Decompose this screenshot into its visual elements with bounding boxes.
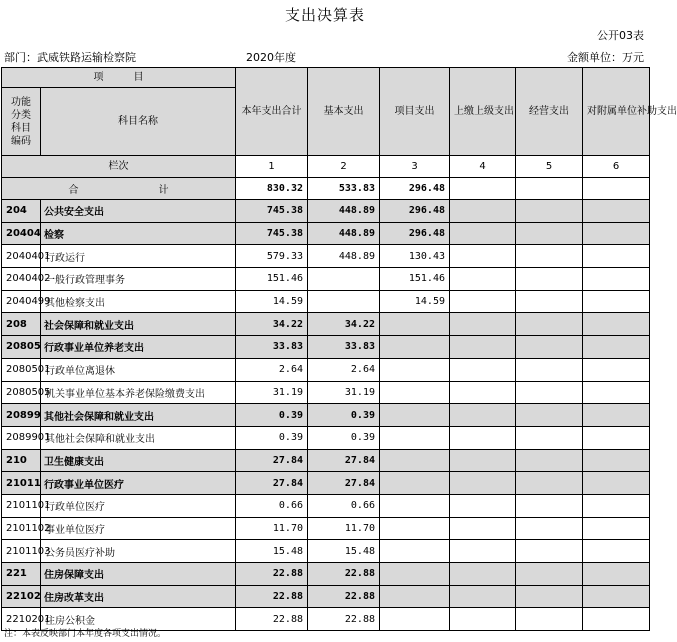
row-value-5	[516, 585, 583, 608]
table-row	[2, 200, 650, 223]
total-value-5	[516, 178, 583, 200]
row-value-6	[583, 358, 650, 381]
row-value-2	[308, 268, 380, 291]
row-subject-name: 住房公积金	[41, 608, 236, 631]
row-subject-name: 行政单位医疗	[41, 494, 236, 517]
footnote: 注：本表反映部门本年度各项支出情况。	[4, 629, 167, 639]
row-code: 2101103	[2, 540, 41, 563]
row-subject-name: 公务员医疗补助	[41, 540, 236, 563]
header-item: 项 目	[2, 68, 236, 88]
table-row	[2, 222, 650, 245]
row-value-6	[583, 608, 650, 631]
row-value-1: 745.38	[236, 200, 308, 223]
row-value-1: 11.70	[236, 517, 308, 540]
row-value-2: 27.84	[308, 472, 380, 495]
row-value-5	[516, 608, 583, 631]
row-value-4	[450, 222, 516, 245]
row-code: 20404	[2, 222, 41, 245]
total-row	[2, 178, 650, 200]
row-value-4	[450, 358, 516, 381]
total-label	[2, 178, 236, 200]
row-value-2: 0.39	[308, 426, 380, 449]
row-value-3	[380, 540, 450, 563]
row-value-2: 0.66	[308, 494, 380, 517]
row-value-5	[516, 381, 583, 404]
row-value-6	[583, 381, 650, 404]
row-value-2: 15.48	[308, 540, 380, 563]
row-value-3: 296.48	[380, 200, 450, 223]
row-value-4	[450, 563, 516, 586]
row-value-4	[450, 381, 516, 404]
row-value-5	[516, 222, 583, 245]
row-value-4	[450, 585, 516, 608]
row-value-1: 33.83	[236, 336, 308, 359]
row-code: 20805	[2, 336, 41, 359]
header-row-item	[2, 68, 650, 88]
table-row	[2, 540, 650, 563]
row-value-3	[380, 381, 450, 404]
row-value-2: 34.22	[308, 313, 380, 336]
row-value-4	[450, 404, 516, 427]
row-code: 210	[2, 449, 41, 472]
row-value-6	[583, 563, 650, 586]
department-label: 部门：武威铁路运输检察院	[4, 51, 136, 64]
row-value-5	[516, 404, 583, 427]
row-value-6	[583, 200, 650, 223]
row-value-4	[450, 449, 516, 472]
row-value-3	[380, 358, 450, 381]
row-value-3	[380, 313, 450, 336]
row-value-6	[583, 336, 650, 359]
row-code: 221	[2, 563, 41, 586]
row-code: 2101102	[2, 517, 41, 540]
total-label-b: 计	[158, 185, 169, 196]
row-value-2: 22.88	[308, 563, 380, 586]
row-value-6	[583, 222, 650, 245]
col-index-5: 5	[516, 156, 583, 178]
header-row-index	[2, 156, 650, 178]
row-code: 2101101	[2, 494, 41, 517]
row-value-5	[516, 313, 583, 336]
row-value-2: 0.39	[308, 404, 380, 427]
table-row	[2, 336, 650, 359]
row-value-1: 2.64	[236, 358, 308, 381]
row-value-4	[450, 290, 516, 313]
row-value-3	[380, 449, 450, 472]
row-value-3	[380, 404, 450, 427]
header-col-4: 上缴上级支出	[450, 68, 516, 156]
header-col-1: 本年支出合计	[236, 68, 308, 156]
row-value-2: 448.89	[308, 245, 380, 268]
header-col-5: 经营支出	[516, 68, 583, 156]
row-code: 2210201	[2, 608, 41, 631]
row-value-5	[516, 472, 583, 495]
row-subject-name: 社会保障和就业支出	[41, 313, 236, 336]
row-value-1: 151.46	[236, 268, 308, 291]
row-value-1: 0.39	[236, 404, 308, 427]
row-value-5	[516, 245, 583, 268]
page-title: 支出决算表	[284, 6, 365, 24]
row-value-1: 14.59	[236, 290, 308, 313]
row-value-2: 448.89	[308, 200, 380, 223]
col-index-4: 4	[450, 156, 516, 178]
row-value-3: 296.48	[380, 222, 450, 245]
row-value-3	[380, 608, 450, 631]
row-value-1: 0.66	[236, 494, 308, 517]
row-subject-name: 事业单位医疗	[41, 517, 236, 540]
col-index-2: 2	[308, 156, 380, 178]
row-value-6	[583, 268, 650, 291]
header-col-2: 基本支出	[308, 68, 380, 156]
row-value-3	[380, 563, 450, 586]
row-value-5	[516, 290, 583, 313]
row-value-2	[308, 290, 380, 313]
row-value-4	[450, 268, 516, 291]
row-subject-name: 行政单位离退休	[41, 358, 236, 381]
row-value-1: 34.22	[236, 313, 308, 336]
header-subject-name: 科目名称	[41, 88, 236, 156]
table-row	[2, 381, 650, 404]
row-value-1: 15.48	[236, 540, 308, 563]
row-value-3	[380, 517, 450, 540]
row-value-3	[380, 494, 450, 517]
row-value-1: 22.88	[236, 585, 308, 608]
row-subject-name: 卫生健康支出	[41, 449, 236, 472]
row-value-4	[450, 472, 516, 495]
form-number: 公开03表	[597, 29, 644, 42]
row-value-6	[583, 472, 650, 495]
row-value-1: 579.33	[236, 245, 308, 268]
row-value-6	[583, 517, 650, 540]
row-value-2: 33.83	[308, 336, 380, 359]
col-index-1: 1	[236, 156, 308, 178]
col-index-6: 6	[583, 156, 650, 178]
row-value-3: 14.59	[380, 290, 450, 313]
row-subject-name: 一般行政管理事务	[41, 268, 236, 291]
row-value-6	[583, 494, 650, 517]
row-value-5	[516, 268, 583, 291]
row-code: 2040402	[2, 268, 41, 291]
total-value-2: 533.83	[308, 178, 380, 200]
row-subject-name: 其他社会保障和就业支出	[41, 404, 236, 427]
header-col-3: 项目支出	[380, 68, 450, 156]
row-value-5	[516, 336, 583, 359]
row-value-5	[516, 358, 583, 381]
row-value-4	[450, 426, 516, 449]
row-code: 204	[2, 200, 41, 223]
row-value-5	[516, 563, 583, 586]
fiscal-year: 2020年度	[246, 51, 296, 64]
table-row	[2, 268, 650, 291]
total-label-a: 合	[68, 185, 79, 196]
header-col-6: 对附属单位补助支出	[583, 68, 650, 156]
row-subject-name: 住房改革支出	[41, 585, 236, 608]
row-value-3	[380, 472, 450, 495]
row-subject-name: 住房保障支出	[41, 563, 236, 586]
row-value-4	[450, 336, 516, 359]
row-value-5	[516, 426, 583, 449]
table-row	[2, 517, 650, 540]
row-subject-name: 机关事业单位基本养老保险缴费支出	[41, 381, 236, 404]
table-row	[2, 585, 650, 608]
total-value-4	[450, 178, 516, 200]
row-value-2: 31.19	[308, 381, 380, 404]
total-value-3: 296.48	[380, 178, 450, 200]
row-value-2: 448.89	[308, 222, 380, 245]
col-index-3: 3	[380, 156, 450, 178]
row-value-6	[583, 540, 650, 563]
row-value-2: 22.88	[308, 585, 380, 608]
row-subject-name: 公共安全支出	[41, 200, 236, 223]
row-value-6	[583, 313, 650, 336]
row-value-6	[583, 245, 650, 268]
row-subject-name: 其他社会保障和就业支出	[41, 426, 236, 449]
row-value-2: 11.70	[308, 517, 380, 540]
row-value-4	[450, 245, 516, 268]
currency-unit: 金额单位：万元	[567, 51, 644, 64]
row-subject-name: 行政事业单位养老支出	[41, 336, 236, 359]
row-value-1: 27.84	[236, 472, 308, 495]
table-row	[2, 494, 650, 517]
row-subject-name: 其他检察支出	[41, 290, 236, 313]
row-value-5	[516, 517, 583, 540]
row-value-2: 22.88	[308, 608, 380, 631]
row-value-4	[450, 494, 516, 517]
row-code: 2089901	[2, 426, 41, 449]
row-value-1: 22.88	[236, 563, 308, 586]
row-value-2: 27.84	[308, 449, 380, 472]
row-subject-name: 行政运行	[41, 245, 236, 268]
row-code: 2080505	[2, 381, 41, 404]
row-value-4	[450, 608, 516, 631]
row-value-3: 130.43	[380, 245, 450, 268]
row-value-1: 27.84	[236, 449, 308, 472]
row-value-4	[450, 540, 516, 563]
table-row	[2, 449, 650, 472]
col-index-label: 栏次	[2, 156, 236, 178]
table-row	[2, 245, 650, 268]
total-value-6	[583, 178, 650, 200]
row-value-1: 31.19	[236, 381, 308, 404]
row-value-4	[450, 200, 516, 223]
table-row	[2, 426, 650, 449]
total-value-1: 830.32	[236, 178, 308, 200]
row-value-2: 2.64	[308, 358, 380, 381]
table-row	[2, 313, 650, 336]
table-row	[2, 472, 650, 495]
row-code: 22102	[2, 585, 41, 608]
row-subject-name: 检察	[41, 222, 236, 245]
table-row	[2, 404, 650, 427]
row-value-1: 0.39	[236, 426, 308, 449]
row-value-5	[516, 200, 583, 223]
row-value-1: 745.38	[236, 222, 308, 245]
row-value-6	[583, 449, 650, 472]
row-value-1: 22.88	[236, 608, 308, 631]
row-code: 208	[2, 313, 41, 336]
row-value-3	[380, 426, 450, 449]
row-value-6	[583, 404, 650, 427]
expenditure-table	[1, 67, 677, 631]
table-row	[2, 563, 650, 586]
table-row	[2, 358, 650, 381]
table-row	[2, 290, 650, 313]
row-subject-name: 行政事业单位医疗	[41, 472, 236, 495]
row-value-3	[380, 336, 450, 359]
row-value-6	[583, 585, 650, 608]
header-func-code: 功能分类科目编码	[2, 88, 41, 156]
row-code: 2040499	[2, 290, 41, 313]
row-value-3: 151.46	[380, 268, 450, 291]
row-code: 2080501	[2, 358, 41, 381]
row-value-6	[583, 290, 650, 313]
row-value-4	[450, 517, 516, 540]
row-value-3	[380, 585, 450, 608]
row-code: 2040401	[2, 245, 41, 268]
row-code: 20899	[2, 404, 41, 427]
row-value-5	[516, 540, 583, 563]
row-value-5	[516, 494, 583, 517]
row-value-5	[516, 449, 583, 472]
row-code: 21011	[2, 472, 41, 495]
row-value-6	[583, 426, 650, 449]
row-value-4	[450, 313, 516, 336]
